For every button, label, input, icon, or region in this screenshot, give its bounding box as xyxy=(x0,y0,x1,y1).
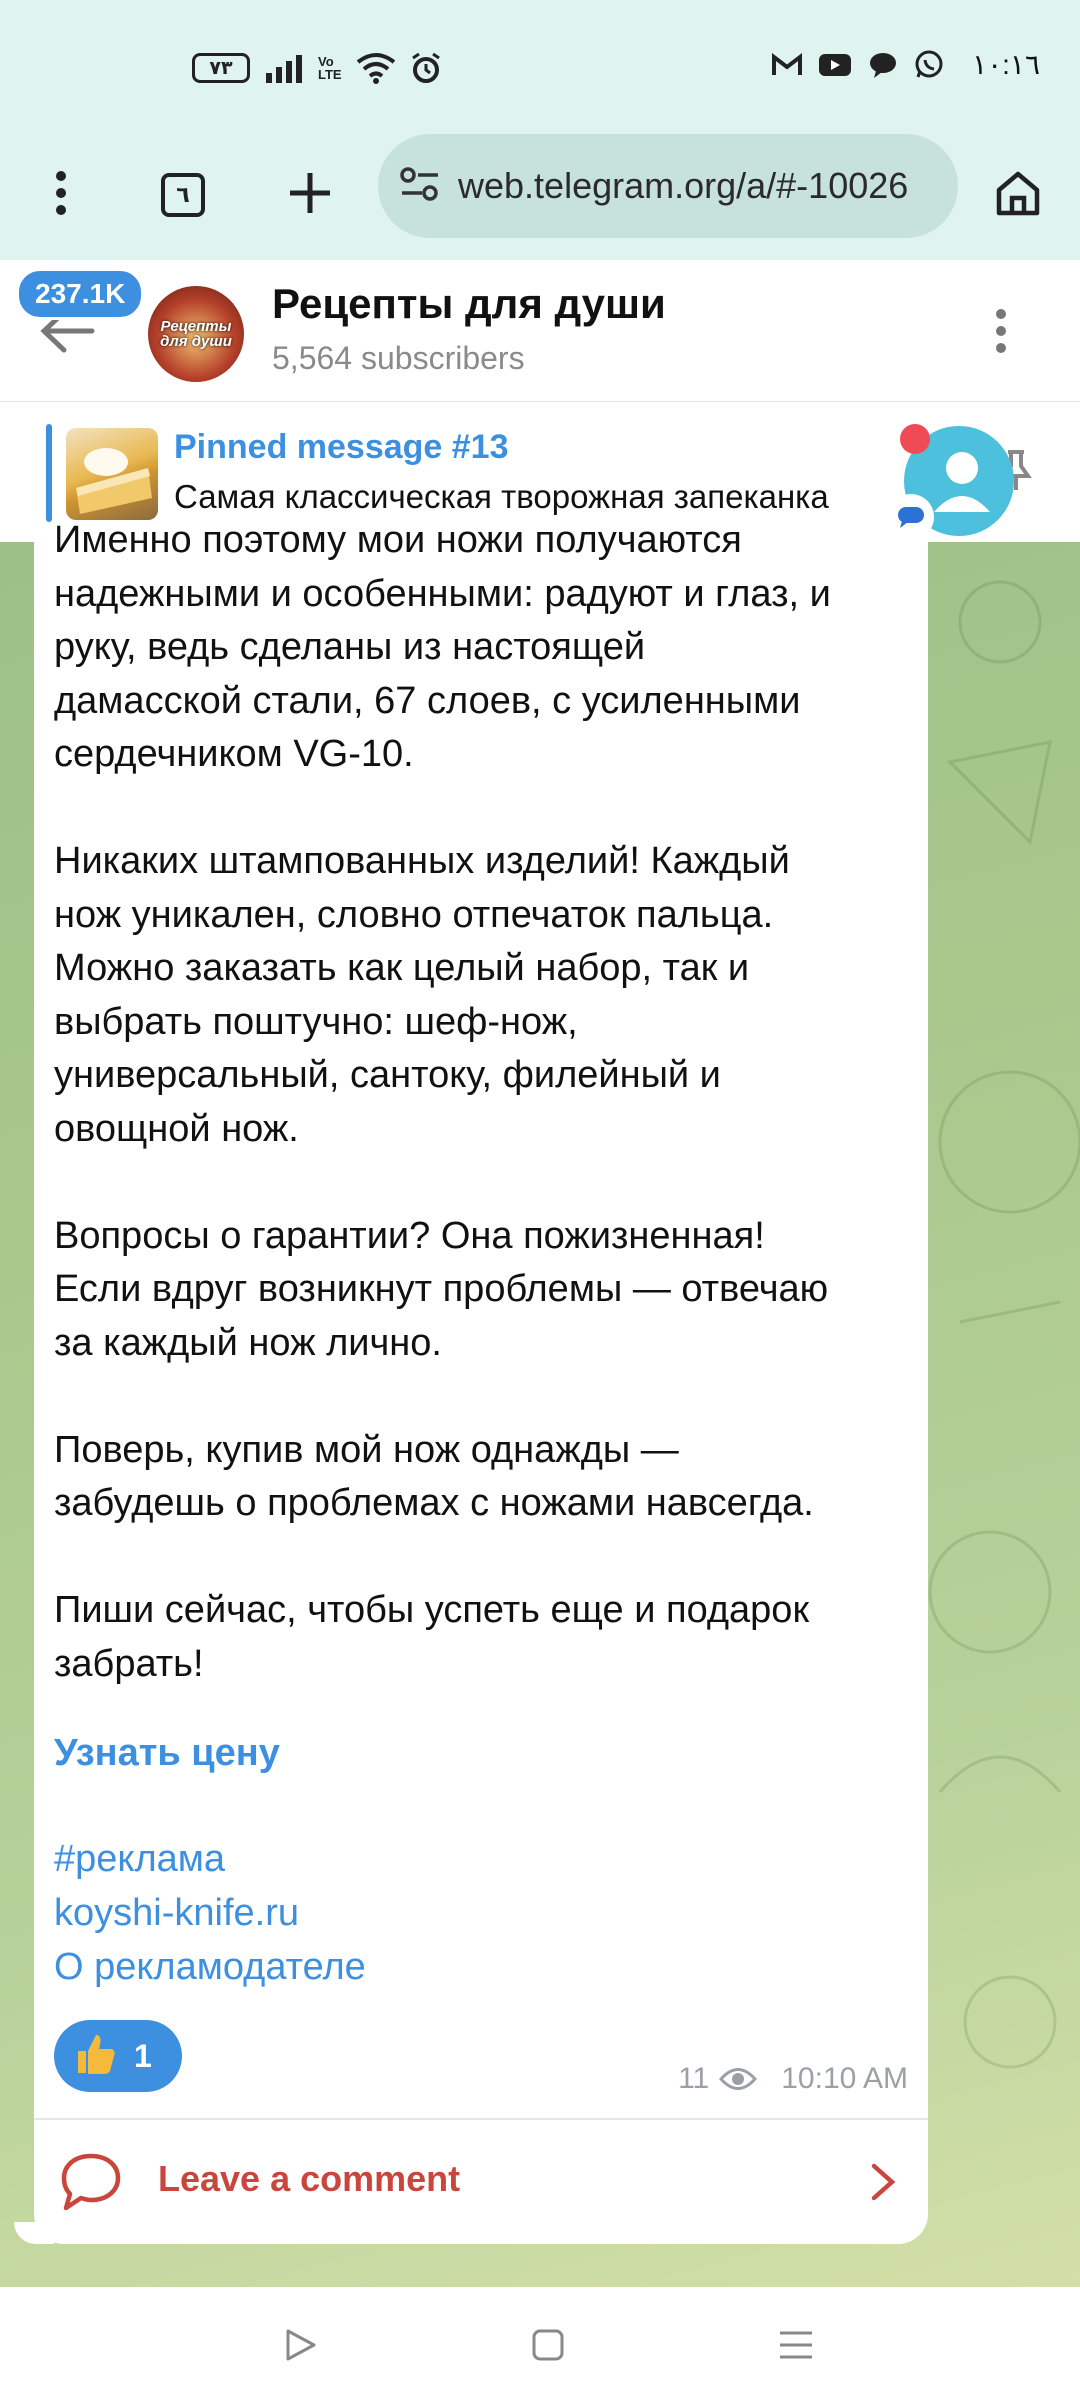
status-right xyxy=(772,48,1040,81)
nav-back-button[interactable] xyxy=(270,2317,330,2377)
eye-icon xyxy=(719,2066,757,2092)
gmail-icon xyxy=(772,53,802,77)
thumbs-up-icon xyxy=(72,2031,118,2082)
message-text: Именно поэтому мои ножи получаются надежными и особенными: радуют и глаз, и руку, ведь сделаны из настоящей дамасской стали, 67 слоев, с усиленными сердечником VG-10. Никаких штампованных изделий! Каждый нож уникален, словно отпечаток пальца. Можно заказать как целый набор, так и выбрать поштучно: шеф-нож, универсальный, сантоку, филейный и овощной нож. Вопросы о гарантии? Она пожизненная! Если вдруг возникнут проблемы — отвечаю за каждый нож лично. Поверь, купив мой нож однажды — забудешь о проблемах с ножами навсегда. Пиши сейчас, чтобы успеть еще и подарок забрать! xyxy=(54,519,831,1685)
browser-toolbar xyxy=(0,130,1080,260)
more-vertical-icon xyxy=(994,341,1008,358)
home-button[interactable] xyxy=(983,160,1053,230)
square-home-icon xyxy=(530,2327,566,2368)
plus-icon xyxy=(288,171,332,220)
price-link[interactable]: Узнать цену xyxy=(54,1732,280,1774)
advertiser-link[interactable]: О рекламодателе xyxy=(54,1946,366,1988)
clock-time: ١٠:١٦ xyxy=(972,49,1040,80)
battery-indicator: ٧٣ xyxy=(192,53,250,83)
home-icon xyxy=(995,170,1041,221)
hashtag-link[interactable]: #реклама xyxy=(54,1838,226,1880)
new-tab-button[interactable] xyxy=(275,160,345,230)
system-nav-bar xyxy=(0,2287,1080,2400)
nav-recents-button[interactable] xyxy=(766,2317,826,2377)
menu-lines-icon xyxy=(778,2327,814,2368)
channel-title[interactable]: Рецепты для души xyxy=(272,280,666,327)
pinned-indicator xyxy=(46,424,52,522)
chat-background xyxy=(0,519,1080,2287)
pinned-text: Самая классическая творожная запеканка xyxy=(174,478,829,515)
wifi-icon xyxy=(356,52,396,84)
url-bar[interactable] xyxy=(378,134,958,238)
channel-menu-button[interactable] xyxy=(994,308,1008,359)
view-count: 11 xyxy=(678,2062,710,2095)
whatsapp-icon xyxy=(914,50,944,80)
nav-home-button[interactable] xyxy=(518,2317,578,2377)
chevron-right-icon xyxy=(870,2162,896,2207)
comment-icon xyxy=(60,2152,122,2217)
comment-label: Leave a comment xyxy=(158,2158,461,2199)
message-bubble xyxy=(34,519,928,2244)
subscriber-count: 5,564 subscribers xyxy=(272,340,525,376)
leave-comment-button[interactable] xyxy=(34,2120,928,2244)
unread-badge: 237.1K xyxy=(16,268,144,320)
triangle-back-icon xyxy=(282,2327,318,2368)
more-vertical-icon xyxy=(54,170,68,221)
status-left xyxy=(192,52,442,84)
arrow-left-icon xyxy=(40,341,96,358)
alarm-icon xyxy=(410,52,442,84)
youtube-icon xyxy=(818,52,852,78)
site-link[interactable]: koyshi-knife.ru xyxy=(54,1892,299,1934)
message-meta xyxy=(678,2062,908,2096)
reaction-thumbs-up[interactable] xyxy=(54,2020,182,2092)
signal-icon xyxy=(264,53,304,83)
notification-dot xyxy=(900,424,930,454)
messages-icon xyxy=(868,51,898,79)
pinned-thumbnail xyxy=(66,428,158,520)
reaction-count: 1 xyxy=(134,2037,152,2074)
pinned-title: Pinned message #13 xyxy=(174,428,509,466)
avatar-logo-text: Рецепты для души xyxy=(160,318,232,350)
channel-header xyxy=(0,260,1080,402)
channel-avatar[interactable] xyxy=(148,286,244,382)
site-settings-icon[interactable] xyxy=(400,167,440,206)
volte-icon: Vo LTE xyxy=(318,54,342,82)
url-text: web.telegram.org/a/#-10026 xyxy=(458,165,909,206)
tab-count-icon: ٦ xyxy=(161,173,205,217)
status-bar xyxy=(0,0,1080,130)
browser-menu-button[interactable] xyxy=(26,160,96,230)
message-time: 10:10 AM xyxy=(781,2062,908,2095)
tabs-button[interactable] xyxy=(148,160,218,230)
chat-bubble-icon xyxy=(888,494,934,540)
